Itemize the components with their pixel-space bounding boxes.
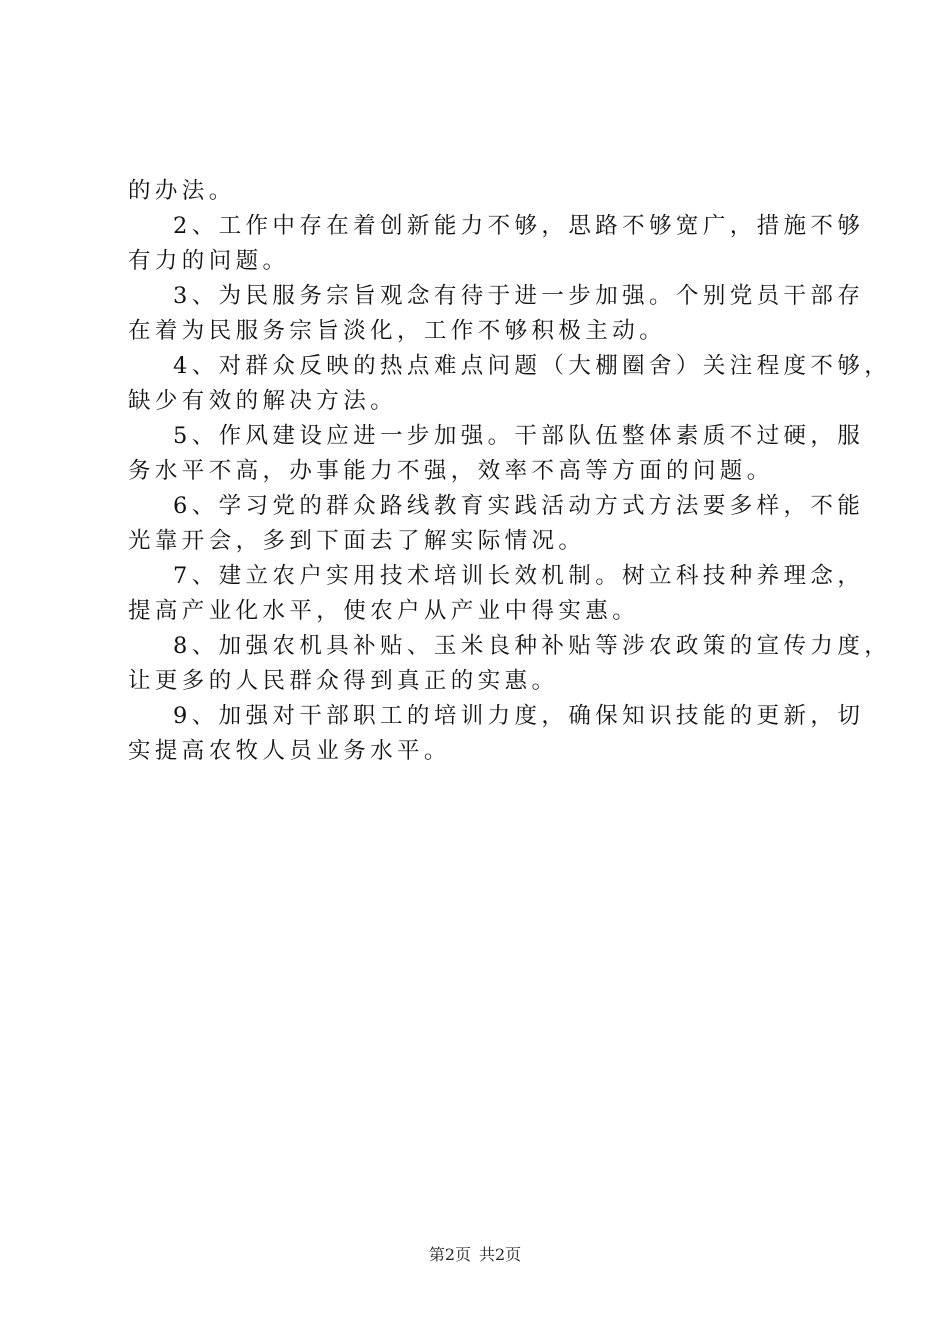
text-line-16: 9、加强对干部职工的培训力度，确保知识技能的更新，切 — [173, 703, 865, 729]
text-line-7: 缺少有效的解决方法。 — [128, 388, 398, 414]
page-footer — [0, 1244, 950, 1266]
text-line-6: 4、对群众反映的热点难点问题（大棚圈舍）关注程度不够， — [173, 353, 892, 379]
text-line-11: 光靠开会，多到下面去了解实际情况。 — [128, 528, 586, 554]
text-line-2: 2、工作中存在着创新能力不够，思路不够宽广，措施不够 — [173, 213, 865, 239]
text-line-3: 有力的问题。 — [128, 248, 290, 274]
text-line-17: 实提高农牧人员业务水平。 — [128, 738, 451, 764]
current-page-label: 第2页 — [428, 1245, 471, 1264]
document-body — [128, 174, 892, 769]
text-line-10: 6、学习党的群众路线教育实践活动方式方法要多样，不能 — [173, 493, 865, 519]
text-line-1: 的办法。 — [128, 178, 236, 204]
total-pages-label: 共2页 — [479, 1245, 522, 1264]
text-line-8: 5、作风建设应进一步加强。干部队伍整体素质不过硬，服 — [173, 423, 865, 449]
text-line-5: 在着为民服务宗旨淡化，工作不够积极主动。 — [128, 318, 667, 344]
text-line-9: 务水平不高，办事能力不强，效率不高等方面的问题。 — [128, 458, 774, 484]
text-line-4: 3、为民服务宗旨观念有待于进一步加强。个别党员干部存 — [173, 283, 865, 309]
text-line-13: 提高产业化水平，使农户从产业中得实惠。 — [128, 598, 640, 624]
text-line-14: 8、加强农机具补贴、玉米良种补贴等涉农政策的宣传力度， — [173, 633, 892, 659]
text-line-12: 7、建立农户实用技术培训长效机制。树立科技种养理念， — [173, 563, 865, 589]
text-line-15: 让更多的人民群众得到真正的实惠。 — [128, 668, 559, 694]
